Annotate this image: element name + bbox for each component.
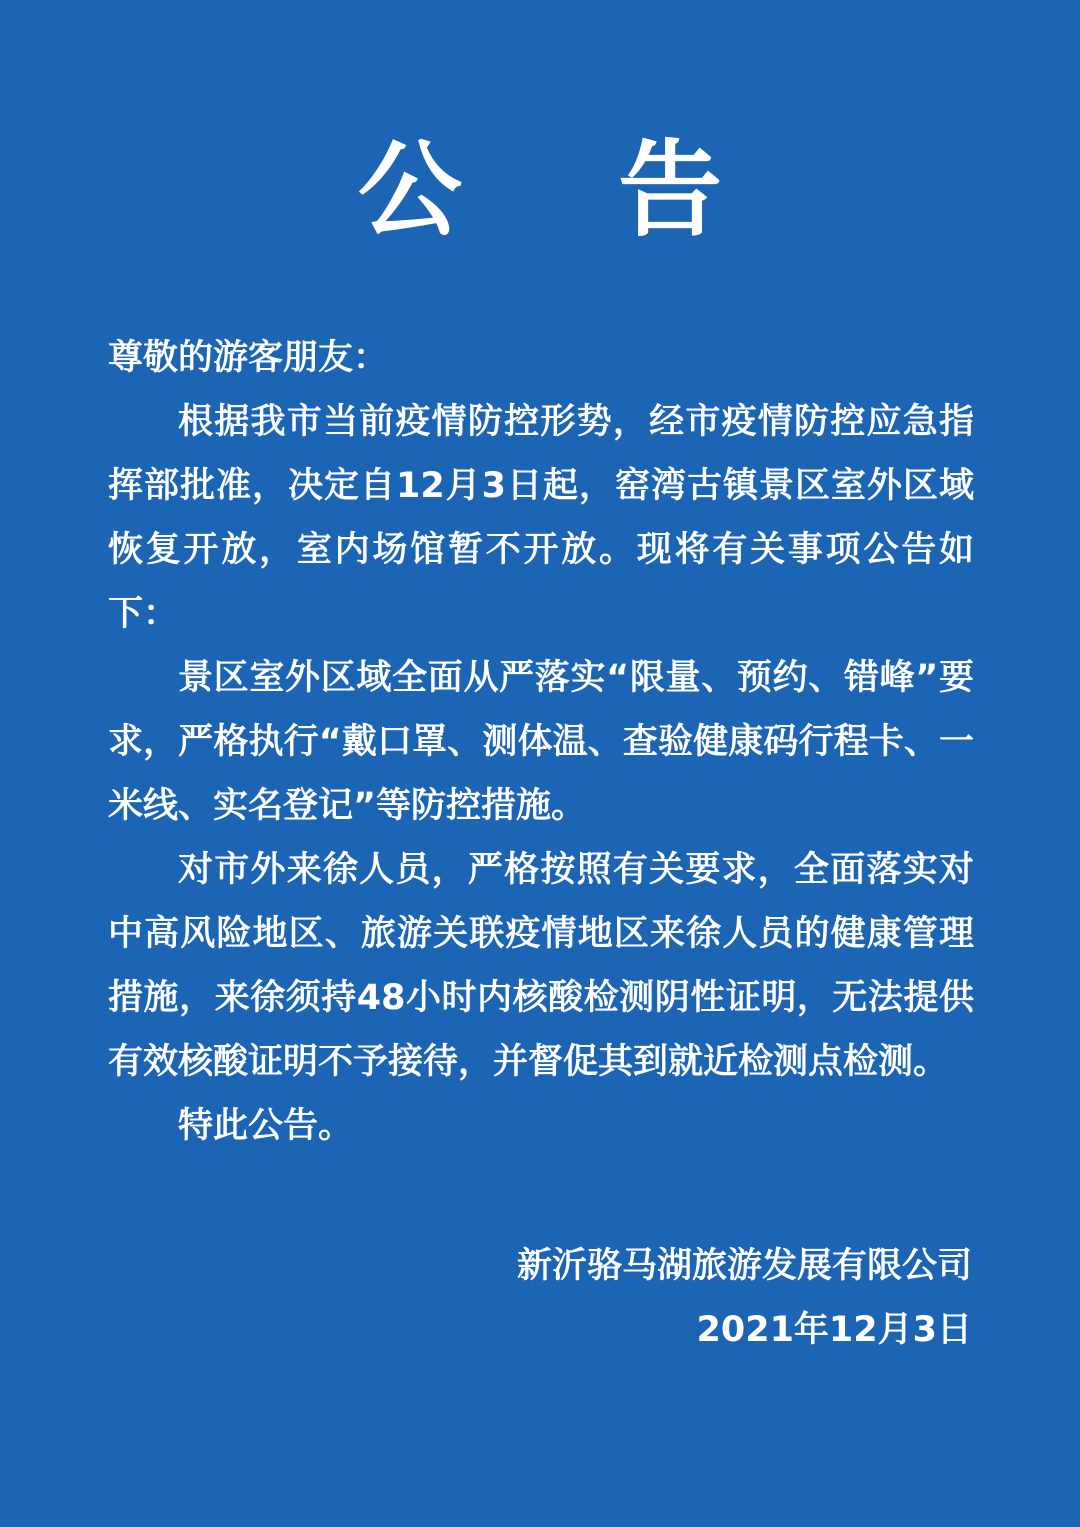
- issuer-name: 新沂骆马湖旅游发展有限公司: [516, 1246, 972, 1286]
- paragraph-visitor-requirements: 对市外来徐人员，严格按照有关要求，全面落实对中高风险地区、旅游关联疫情地区来徐人员的健康管理措施，来徐须持48小时内核酸检测阴性证明，无法提供有效核酸证明不予接待，并督促其到就近检测点检测。: [108, 850, 974, 1082]
- issue-date: 2021年12月3日: [696, 1310, 972, 1350]
- salutation: 尊敬的游客朋友：: [108, 338, 389, 378]
- signature-block: [517, 1234, 972, 1362]
- paragraph-outdoor-measures: 景区室外区域全面从严落实“限量、预约、错峰”要求，严格执行“戴口罩、测体温、查验健康码行程卡、一米线、实名登记”等防控措施。: [108, 658, 974, 826]
- paragraph-reopening: 根据我市当前疫情防控形势，经市疫情防控应急指挥部批准，决定自12月3日起，窑湾古镇景区室外区域恢复开放，室内场馆暂不开放。现将有关事项公告如下：: [108, 402, 974, 634]
- notice-body: [108, 326, 974, 1158]
- paragraph-closing: 特此公告。: [178, 1106, 354, 1146]
- notice-title: 公 告: [357, 129, 783, 251]
